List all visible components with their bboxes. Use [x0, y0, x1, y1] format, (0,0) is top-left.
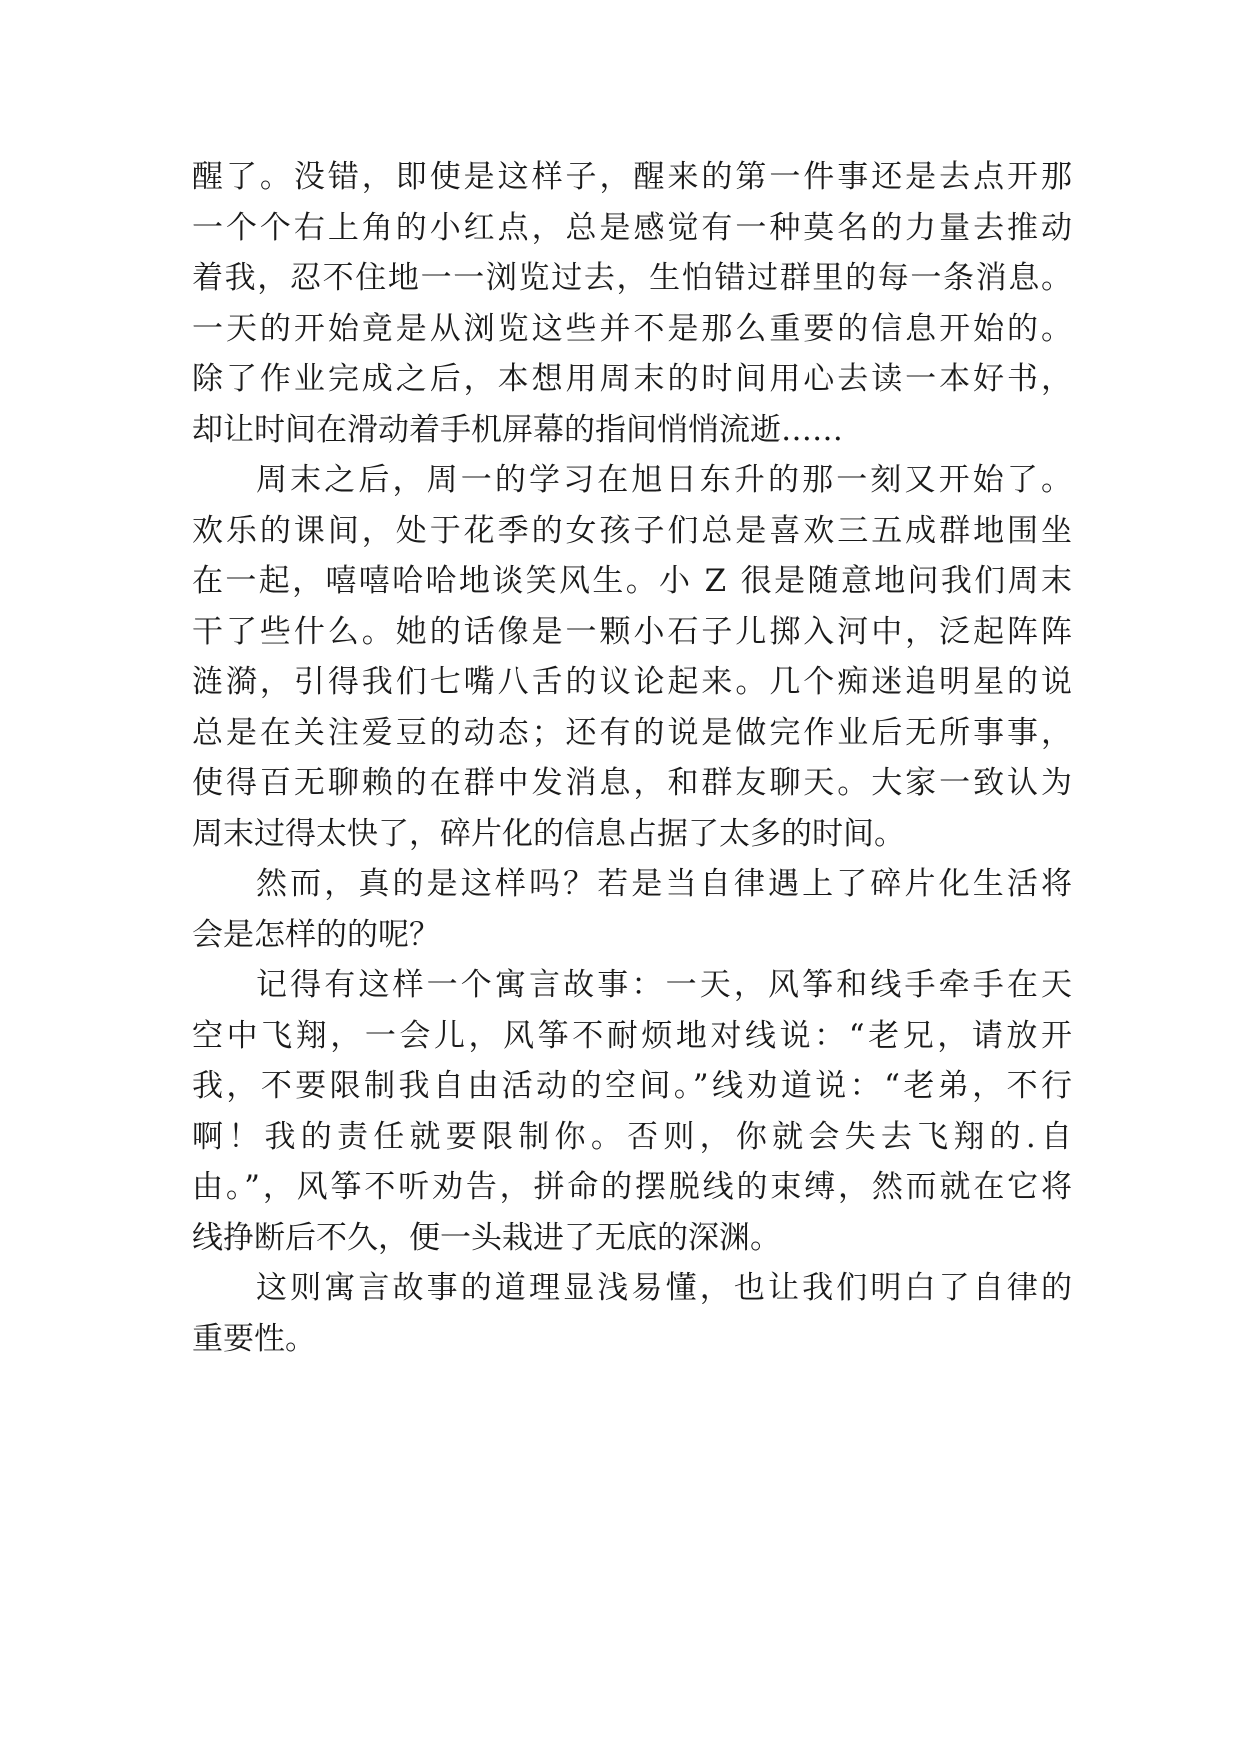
text-line: 然而，真的是这样吗？若是当自律遇上了碎片化生活将: [256, 866, 1076, 902]
text-line: 使得百无聊赖的在群中发消息，和群友聊天。大家一致认为: [192, 765, 1075, 801]
text-line: 空中飞翔，一会儿，风筝不耐烦地对线说：“老兄，请放开: [192, 1017, 1076, 1054]
text-line: 一个个右上角的小红点，总是感觉有一种莫名的力量去推动: [192, 209, 1075, 246]
text-line: 欢乐的课间，处于花季的女孩子们总是喜欢三五成群地围坐: [192, 512, 1075, 549]
text-line: 会是怎样的的呢？: [192, 916, 440, 953]
text-line: 一天的开始竟是从浏览这些并不是那么重要的信息开始的。: [192, 310, 1075, 347]
text-line: 着我，忍不住地一一浏览过去，生怕错过群里的每一条消息。: [192, 260, 1074, 296]
text-line: 醒了。没错，即使是这样子，醒来的第一件事还是去点开那: [192, 159, 1075, 195]
text-line: 啊！我的责任就要限制你。否则，你就会失去飞翔的.自: [192, 1118, 1078, 1155]
text-line: 除了作业完成之后，本想用周末的时间用心去读一本好书，: [192, 361, 1075, 397]
text-line: 由。”，风筝不听劝告，拼命的摆脱线的束缚，然而就在它将: [192, 1169, 1075, 1205]
text-line: 这则寓言故事的道理显浅易懂，也让我们明白了自律的: [256, 1270, 1076, 1306]
text-line: 周末过得太快了，碎片化的信息占据了太多的时间。: [192, 815, 905, 852]
text-line: 在一起，嘻嘻哈哈地谈笑风生。小 Z 很是随意地问我们周末: [192, 563, 1075, 599]
text-line: 记得有这样一个寓言故事：一天，风筝和线手牵手在天: [256, 967, 1076, 1003]
text-line: 涟漪，引得我们七嘴八舌的议论起来。几个痴迷追明星的说: [192, 664, 1075, 700]
text-line: 线挣断后不久，便一头栽进了无底的深渊。: [192, 1219, 781, 1256]
text-line: 却让时间在滑动着手机屏幕的指间悄悄流逝……: [192, 411, 843, 448]
body-text: [192, 152, 1078, 1364]
text-line: 周末之后，周一的学习在旭日东升的那一刻又开始了。: [256, 462, 1076, 498]
text-line: 我，不要限制我自由活动的空间。”线劝道说：“老弟，不行: [192, 1068, 1076, 1104]
text-line: 总是在关注爱豆的动态；还有的说是做完作业后无所事事，: [192, 714, 1075, 751]
text-line: 干了些什么。她的话像是一颗小石子儿掷入河中，泛起阵阵: [192, 613, 1075, 650]
text-line: 重要性。: [192, 1320, 316, 1357]
